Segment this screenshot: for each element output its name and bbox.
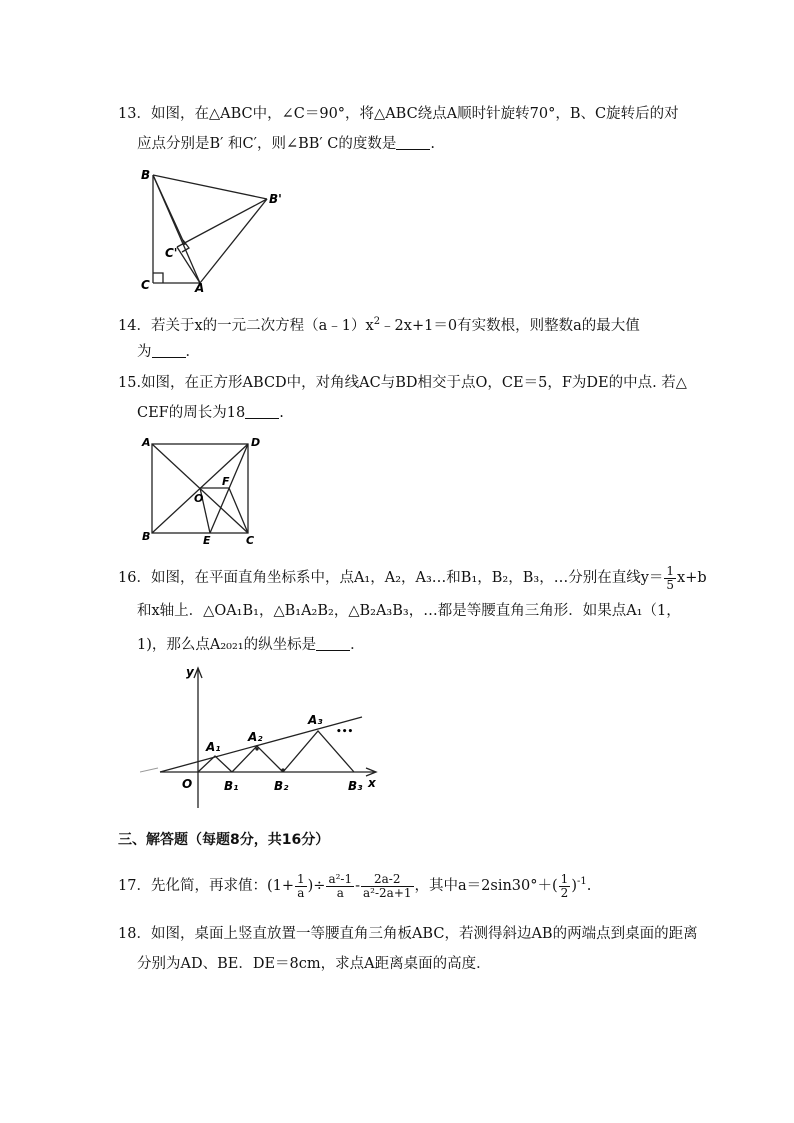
q15-line1: 15.如图，在正方形ABCD中，对角线AC与BD相交于点O，CE＝5，F为DE的中点. 若△ [118, 375, 687, 391]
label-C-prime: C' [165, 246, 178, 260]
label-A1: A₁ [206, 740, 221, 754]
label-B: B [141, 168, 151, 182]
fraction-one-fifth: $\frac{1}{5}$ [666, 563, 675, 592]
label-B-prime: B' [269, 192, 282, 206]
q17-line: 17．先化简，再求值：(1+ $\frac{1}{a}$ )÷ $\frac{\text{a²-1}}{a}$ - $\frac{2a-2}{\text{a²-2a+1}}$ ，其中a＝2sin30°＋( $\frac{1}{2}$ )$^{-1}$. [118, 871, 592, 900]
label-C: C [246, 534, 255, 547]
answer-blank [152, 343, 186, 358]
q13-number: 13． [118, 106, 151, 122]
label-B3: B₃ [348, 779, 363, 793]
answer-blank [245, 404, 279, 419]
q13-text-1: 如图，在△ABC中，∠C＝90°，将△ABC绕点A顺时针旋转70°，B、C旋转后的对 [150, 106, 679, 122]
q15-figure [140, 432, 265, 547]
q14-line2: 为 ． [137, 344, 200, 360]
q18-line2: 分别为AD、BE．DE＝8cm，求点A距离桌面的高度． [137, 956, 491, 972]
q16-line3: 1)，那么点A₂₀₂₁的纵坐标是 ． [137, 637, 365, 653]
label-B2: B₂ [274, 779, 289, 793]
q13-line2: 应点分别是B′ 和C′，则∠BB′ C的度数是 . [137, 136, 436, 152]
section-heading: 三、解答题（每题8分，共16分） [118, 832, 330, 848]
label-B: B [142, 530, 151, 543]
q13-figure [135, 165, 295, 295]
label-O: O [182, 777, 193, 791]
label-O: O [194, 492, 204, 505]
answer-blank [316, 636, 350, 651]
label-A: A [142, 436, 151, 449]
label-y-axis: y [186, 665, 194, 679]
label-E: E [203, 534, 211, 547]
label-x-axis: x [368, 776, 376, 790]
label-A: A [195, 281, 205, 295]
label-D: D [251, 436, 261, 449]
label-C: C [141, 278, 150, 292]
label-A2: A₂ [248, 730, 263, 744]
q13-text-2: 应点分别是B′ 和C′，则∠BB′ C的度数是 [137, 136, 397, 152]
q14-line1: 14．若关于x的一元二次方程$(a﹣1)x^2﹣2x+1=0$有实数根，则整数a的最大值 [118, 316, 640, 334]
q18-line1: 18．如图，桌面上竖直放置一等腰直角三角板ABC，若测得斜边AB的两端点到桌面的距离 [118, 926, 698, 942]
q13-line1 [118, 104, 679, 124]
answer-blank [396, 135, 430, 150]
label-A3: A₃ [308, 713, 323, 727]
label-F: F [222, 475, 230, 488]
q16-figure [140, 660, 390, 810]
q16-line2: 和x轴上．△OA₁B₁，△B₁A₂B₂，△B₂A₃B₃，…都是等腰直角三角形．如果点A₁（1， [137, 603, 681, 619]
q16-line1: 16．如图，在平面直角坐标系中，点A₁，A₂，A₃…和B₁，B₂，B₃，…分别在直线y＝ $\frac{1}{5}$ x+b [118, 563, 707, 592]
label-B1: B₁ [224, 779, 239, 793]
continuation-dots: ••• [336, 727, 354, 737]
q15-line2: CEF的周长为18 . [137, 405, 284, 421]
